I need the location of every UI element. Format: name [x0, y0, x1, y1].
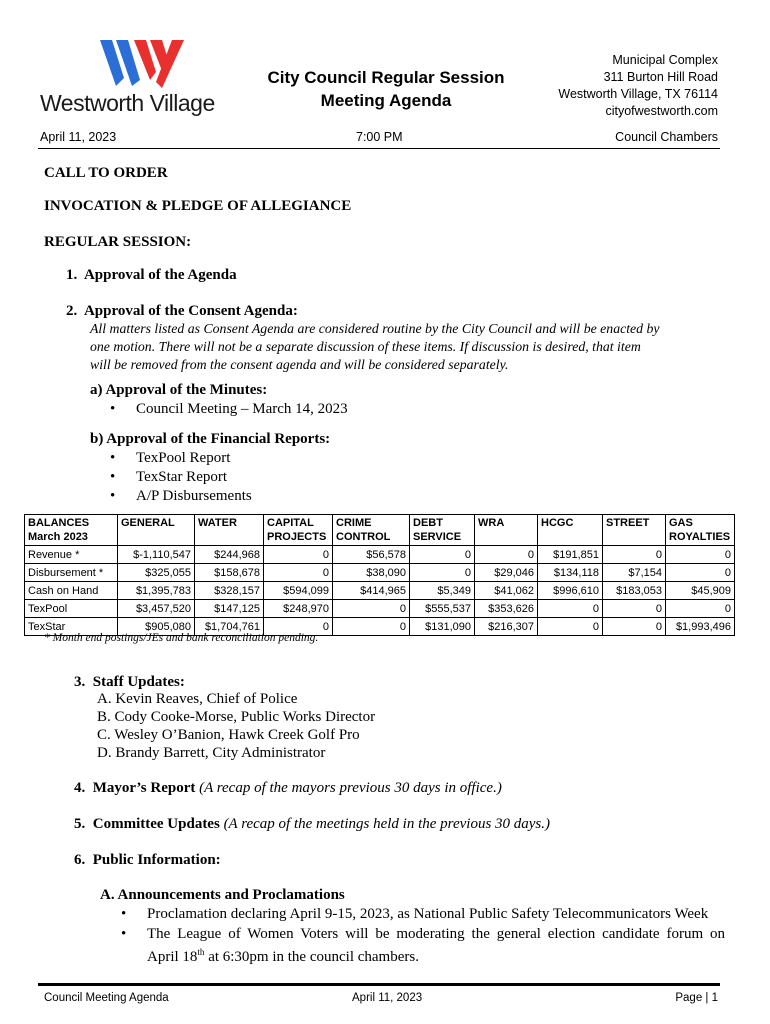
table-cell: $41,062	[475, 582, 538, 600]
consent-note: All matters listed as Consent Agenda are considered routine by the City Council and will be enacted by one motion. There will not be a separate discussion of these items. If discussion is desired, that item will be removed from the consent agenda and will be considered separately.	[90, 321, 660, 372]
table-cell: $5,349	[410, 582, 475, 600]
financial-balances-table	[24, 514, 735, 636]
footer-date: April 11, 2023	[352, 992, 423, 1004]
item-2a: a) Approval of the Minutes:	[90, 382, 268, 398]
table-cell: $1,704,761	[195, 618, 264, 636]
table-cell: $244,968	[195, 546, 264, 564]
table-cell: $905,080	[118, 618, 195, 636]
col-header: STREET	[603, 515, 666, 546]
col-header: DEBT SERVICE	[410, 515, 475, 546]
table-row	[25, 546, 735, 564]
table-cell: $594,099	[264, 582, 333, 600]
meeting-location: Council Chambers	[615, 130, 718, 144]
table-cell: Disbursement *	[25, 564, 118, 582]
list-item: • TexStar Report	[136, 468, 227, 486]
item-3: 3. Staff Updates:	[74, 674, 185, 690]
table-cell: $328,157	[195, 582, 264, 600]
list-item: D. Brandy Barrett, City Administrator	[97, 745, 326, 761]
list-item: • Council Meeting – March 14, 2023	[136, 400, 348, 418]
col-header: GENERAL	[118, 515, 195, 546]
table-cell: 0	[475, 546, 538, 564]
table-cell: 0	[264, 618, 333, 636]
col-header: WATER	[195, 515, 264, 546]
item-1: 1. Approval of the Agenda	[66, 267, 237, 283]
table-cell: 0	[538, 618, 603, 636]
table-row	[25, 600, 735, 618]
table-cell: 0	[264, 546, 333, 564]
table-row	[25, 582, 735, 600]
footer-left: Council Meeting Agenda	[44, 992, 169, 1004]
table-cell: 0	[666, 546, 735, 564]
table-cell: $131,090	[410, 618, 475, 636]
logo-text: Westworth Village	[40, 90, 215, 116]
table-cell: $158,678	[195, 564, 264, 582]
table-cell: $134,118	[538, 564, 603, 582]
table-header-row	[25, 515, 735, 546]
table-cell: 0	[333, 600, 410, 618]
website-link[interactable]: cityofwestworth.com	[605, 104, 718, 118]
table-cell: $353,626	[475, 600, 538, 618]
table-cell: $3,457,520	[118, 600, 195, 618]
col-header: HCGC	[538, 515, 603, 546]
page-number: Page | 1	[675, 992, 718, 1004]
list-item: • The League of Women Voters will be moderating the general election candidate forum on April 18th at 6:30pm in the council chambers.	[147, 925, 725, 966]
list-item: B. Cody Cooke-Morse, Public Works Director	[97, 709, 376, 725]
table-cell: $147,125	[195, 600, 264, 618]
table-cell: 0	[410, 546, 475, 564]
table-cell: 0	[538, 600, 603, 618]
meeting-info-bar	[40, 130, 718, 148]
table-cell: $29,046	[475, 564, 538, 582]
col-header: GAS ROYALTIES	[666, 515, 735, 546]
table-cell: 0	[603, 546, 666, 564]
table-cell: $216,307	[475, 618, 538, 636]
item-5: 5. Committee Updates (A recap of the meetings held in the previous 30 days.)	[74, 816, 551, 832]
col-header: CAPITAL PROJECTS	[264, 515, 333, 546]
col-header: CRIME CONTROL	[333, 515, 410, 546]
list-item: C. Wesley O’Banion, Hawk Creek Golf Pro	[97, 727, 360, 743]
table-cell: 0	[666, 564, 735, 582]
item-4: 4. Mayor’s Report (A recap of the mayors previous 30 days in office.)	[74, 780, 502, 796]
table-cell: 0	[410, 564, 475, 582]
table-cell: 0	[333, 618, 410, 636]
page-title: City Council Regular Session Meeting Agenda	[267, 68, 505, 110]
invocation: INVOCATION & PLEDGE OF ALLEGIANCE	[44, 198, 352, 214]
table-row	[25, 564, 735, 582]
table-cell: 0	[603, 600, 666, 618]
table-cell: $1,395,783	[118, 582, 195, 600]
table-cell: $414,965	[333, 582, 410, 600]
table-cell: $38,090	[333, 564, 410, 582]
item-6: 6. Public Information:	[74, 852, 221, 868]
table-cell: $1,993,496	[666, 618, 735, 636]
item-2b: b) Approval of the Financial Reports:	[90, 431, 331, 447]
table-cell: 0	[603, 618, 666, 636]
table-cell: $45,909	[666, 582, 735, 600]
table-cell: Cash on Hand	[25, 582, 118, 600]
list-item: • A/P Disbursements	[136, 487, 252, 505]
table-cell: TexStar	[25, 618, 118, 636]
table-cell: $248,970	[264, 600, 333, 618]
table-cell: $555,537	[410, 600, 475, 618]
call-to-order: CALL TO ORDER	[44, 165, 168, 181]
table-cell: $191,851	[538, 546, 603, 564]
table-cell: $-1,110,547	[118, 546, 195, 564]
regular-session: REGULAR SESSION:	[44, 234, 192, 250]
table-cell: 0	[666, 600, 735, 618]
meeting-time: 7:00 PM	[356, 130, 403, 144]
table-cell: $183,053	[603, 582, 666, 600]
staff-list	[97, 690, 375, 762]
table-footnote: * Month end postings/JEs and bank reconciliation pending.	[44, 632, 319, 644]
table-cell: Revenue *	[25, 546, 118, 564]
list-item: A. Kevin Reaves, Chief of Police	[97, 691, 298, 707]
item-2: 2. Approval of the Consent Agenda:	[66, 303, 298, 319]
meeting-date: April 11, 2023	[40, 130, 117, 144]
table-cell: $996,610	[538, 582, 603, 600]
col-header: BALANCES March 2023	[25, 515, 118, 546]
footer-divider	[38, 983, 720, 986]
table-cell: $325,055	[118, 564, 195, 582]
address-block: Municipal Complex 311 Burton Hill Road Westworth Village, TX 76114 cityofwestworth.com	[558, 53, 718, 118]
table-cell: $56,578	[333, 546, 410, 564]
col-header: WRA	[475, 515, 538, 546]
header-divider	[38, 148, 720, 149]
table-cell: $7,154	[603, 564, 666, 582]
table-cell: TexPool	[25, 600, 118, 618]
table-cell: 0	[264, 564, 333, 582]
list-item: • Proclamation declaring April 9-15, 2023, as National Public Safety Telecommunicators Week	[147, 905, 708, 923]
list-item: • TexPool Report	[136, 449, 230, 467]
item-6a: A. Announcements and Proclamations	[100, 887, 345, 903]
